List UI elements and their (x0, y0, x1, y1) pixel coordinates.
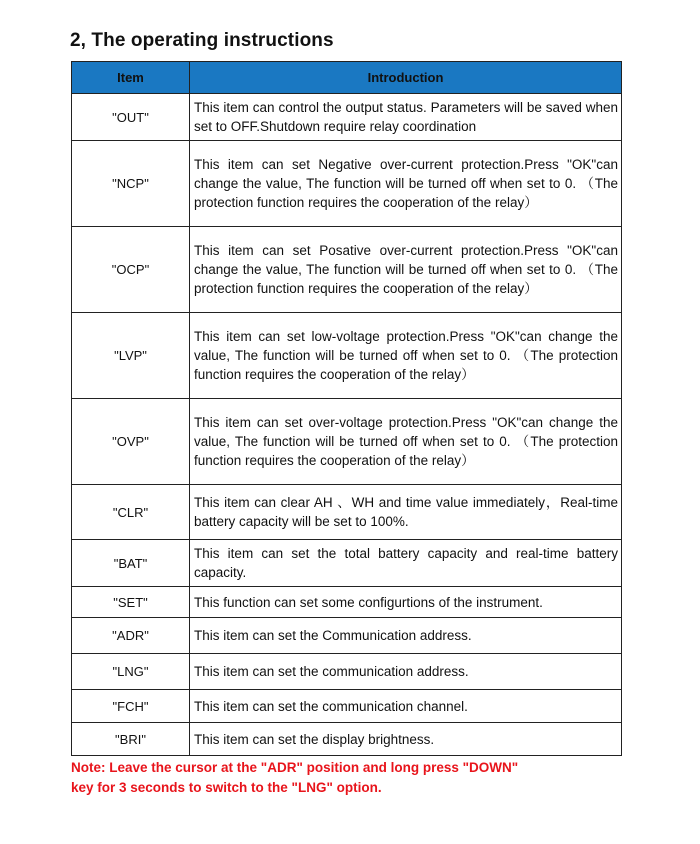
table-row (72, 723, 622, 756)
row-item: "ADR" (72, 618, 190, 654)
section-title: 2, The operating instructions (70, 30, 334, 51)
table-row (72, 690, 622, 723)
row-item: "BAT" (72, 540, 190, 587)
row-description: This function can set some configurtions of the instrument. (190, 587, 622, 618)
instructions-table (71, 61, 622, 756)
note-text (71, 758, 631, 798)
row-item: "SET" (72, 587, 190, 618)
table-row (72, 540, 622, 587)
table-row (72, 141, 622, 227)
row-item: "LNG" (72, 654, 190, 690)
row-description: This item can control the output status. Parameters will be saved when set to OFF.Shutdown require relay coordination (190, 94, 622, 141)
row-description: This item can set the Communication address. (190, 618, 622, 654)
table-row (72, 94, 622, 141)
table-row (72, 587, 622, 618)
row-item: "BRI" (72, 723, 190, 756)
header-introduction: Introduction (190, 62, 622, 94)
note-line-1: Note: Leave the cursor at the "ADR" position and long press "DOWN" (71, 760, 519, 775)
table-row (72, 618, 622, 654)
row-item: "OUT" (72, 94, 190, 141)
row-description: This item can set the total battery capacity and real-time battery capacity. (190, 540, 622, 587)
row-description: This item can set the communication channel. (190, 690, 622, 723)
row-item: "NCP" (72, 141, 190, 227)
row-description: This item can set over-voltage protection.Press "OK"can change the value, The function will be turned off when set to 0. （The protection function requires the cooperation of the relay） (190, 399, 622, 485)
header-item: Item (72, 62, 190, 94)
table-header-row (72, 62, 622, 94)
row-item: "OCP" (72, 227, 190, 313)
row-description: This item can set Negative over-current protection.Press "OK"can change the value, The function will be turned off when set to 0. （The protection function requires the cooperation of the relay） (190, 141, 622, 227)
table-row (72, 654, 622, 690)
table-row (72, 485, 622, 540)
table-row (72, 227, 622, 313)
row-description: This item can set the communication address. (190, 654, 622, 690)
row-item: "CLR" (72, 485, 190, 540)
note-line-2: key for 3 seconds to switch to the "LNG" option. (71, 780, 382, 795)
table-row (72, 313, 622, 399)
row-description: This item can clear AH 、WH and time value immediately，Real-time battery capacity will be set to 100%. (190, 485, 622, 540)
row-description: This item can set Posative over-current protection.Press "OK"can change the value, The function will be turned off when set to 0. （The protection function requires the cooperation of the relay） (190, 227, 622, 313)
table-row (72, 399, 622, 485)
row-description: This item can set the display brightness. (190, 723, 622, 756)
row-description: This item can set low-voltage protection.Press "OK"can change the value, The function will be turned off when set to 0. （The protection function requires the cooperation of the relay） (190, 313, 622, 399)
row-item: "LVP" (72, 313, 190, 399)
row-item: "OVP" (72, 399, 190, 485)
row-item: "FCH" (72, 690, 190, 723)
